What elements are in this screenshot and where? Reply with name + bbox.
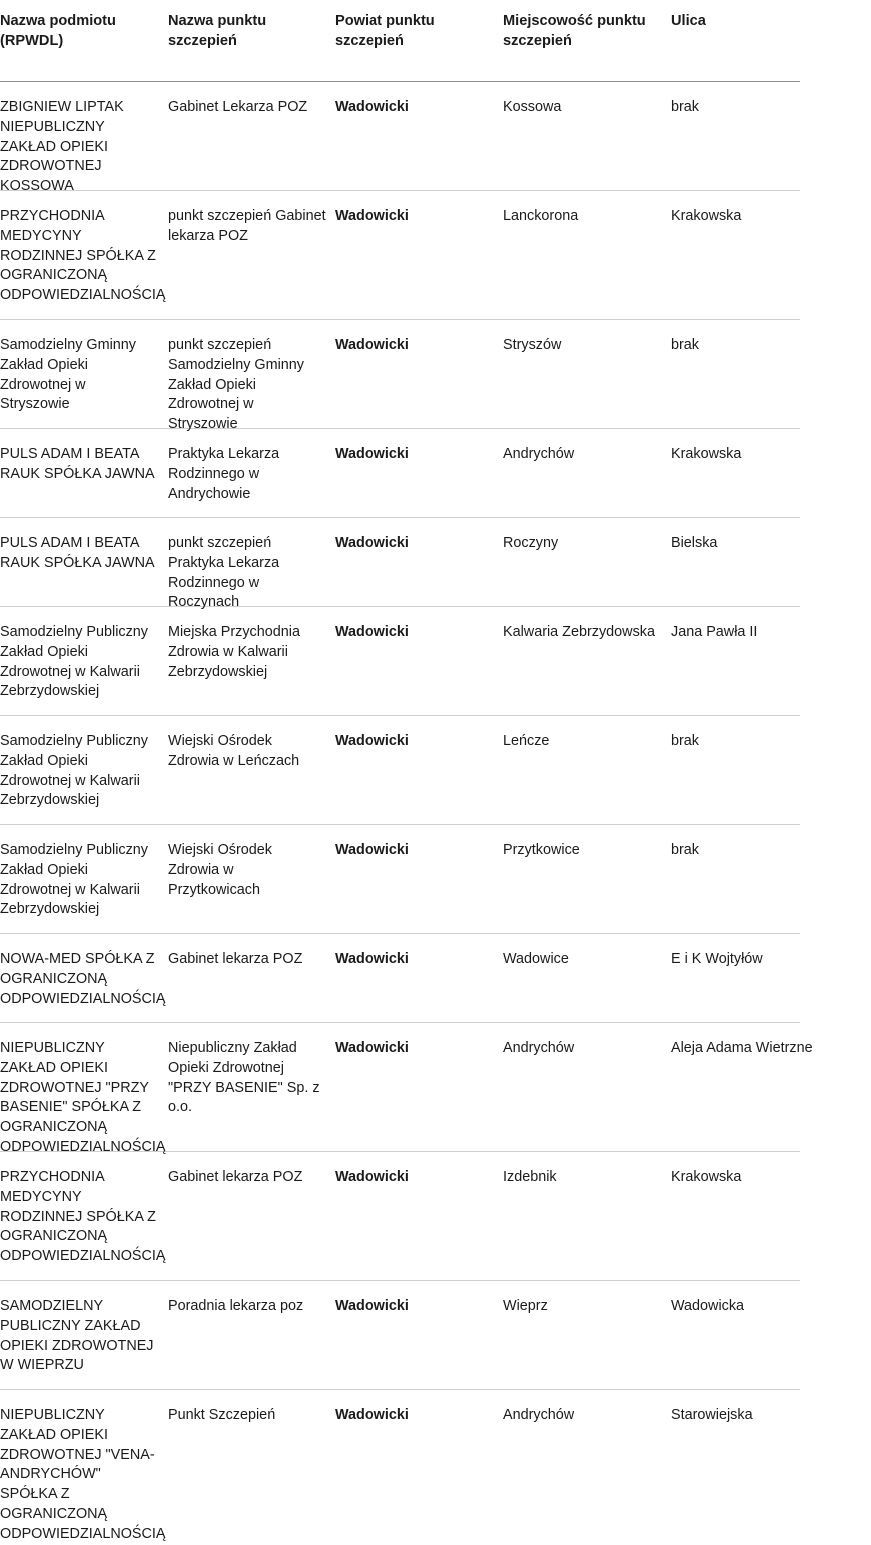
- cell-street: Aleja Adama Wietrzne: [671, 1040, 813, 1056]
- cell-county: Wadowicki: [335, 446, 409, 462]
- cell-county: Wadowicki: [335, 535, 409, 551]
- cell-entity-name: PULS ADAM I BEATA RAUK SPÓŁKA JAWNA: [0, 446, 155, 482]
- cell-entity-name: PRZYCHODNIA MEDYCYNY RODZINNEJ SPÓŁKA Z OGRANICZONĄ ODPOWIEDZIALNOŚCIĄ: [0, 208, 166, 304]
- cell-street: brak: [671, 842, 699, 858]
- table-row: [0, 934, 800, 1023]
- cell-point-name: Poradnia lekarza poz: [168, 1298, 304, 1314]
- cell-point-name: Punkt Szczepień: [168, 1407, 276, 1423]
- cell-county: Wadowicki: [335, 1040, 409, 1056]
- cell-town: Wieprz: [503, 1298, 548, 1314]
- column-header-town[interactable]: Miejscowość punktu szczepień: [503, 13, 646, 49]
- cell-point-name: Wiejski Ośrodek Zdrowia w Leńczach: [168, 733, 300, 769]
- table-row: [0, 716, 800, 825]
- table-row: [0, 429, 800, 518]
- cell-entity-name: PULS ADAM I BEATA RAUK SPÓŁKA JAWNA: [0, 535, 155, 571]
- cell-point-name: Wiejski Ośrodek Zdrowia w Przytkowicach: [168, 842, 272, 898]
- cell-entity-name: Samodzielny Gminny Zakład Opieki Zdrowotnej w Stryszowie: [0, 337, 136, 413]
- cell-entity-name: Samodzielny Publiczny Zakład Opieki Zdrowotnej w Kalwarii Zebrzydowskiej: [0, 842, 148, 918]
- table-row: [0, 82, 800, 195]
- table-row: [0, 191, 800, 320]
- cell-entity-name: ZBIGNIEW LIPTAK NIEPUBLICZNY ZAKŁAD OPIEKI ZDROWOTNEJ KOSSOWA: [0, 99, 124, 195]
- cell-street: brak: [671, 99, 699, 115]
- cell-street: Jana Pawła II: [671, 624, 758, 640]
- table-row: [0, 607, 800, 716]
- cell-town: Leńcze: [503, 733, 550, 749]
- cell-town: Andrychów: [503, 446, 575, 462]
- cell-point-name: Niepubliczny Zakład Opieki Zdrowotnej "PRZY BASENIE" Sp. z o.o.: [168, 1040, 320, 1116]
- cell-street: Krakowska: [671, 446, 742, 462]
- cell-street: E i K Wojtyłów: [671, 951, 763, 967]
- cell-street: Krakowska: [671, 1169, 742, 1185]
- table-row: [0, 320, 800, 433]
- cell-county: Wadowicki: [335, 733, 409, 749]
- cell-point-name: Gabinet lekarza POZ: [168, 1169, 303, 1185]
- cell-town: Roczyny: [503, 535, 559, 551]
- cell-entity-name: PRZYCHODNIA MEDYCYNY RODZINNEJ SPÓŁKA Z OGRANICZONĄ ODPOWIEDZIALNOŚCIĄ: [0, 1169, 166, 1265]
- table-row: [0, 1390, 800, 1542]
- cell-town: Andrychów: [503, 1040, 575, 1056]
- cell-county: Wadowicki: [335, 208, 409, 224]
- cell-entity-name: NIEPUBLICZNY ZAKŁAD OPIEKI ZDROWOTNEJ "PRZY BASENIE" SPÓŁKA Z OGRANICZONĄ ODPOWIEDZIALNOŚCIĄ: [0, 1040, 166, 1155]
- table-row: [0, 518, 800, 611]
- column-header-entity-name[interactable]: Nazwa podmiotu (RPWDL): [0, 13, 116, 49]
- cell-town: Kossowa: [503, 99, 562, 115]
- cell-street: brak: [671, 337, 699, 353]
- cell-county: Wadowicki: [335, 842, 409, 858]
- cell-point-name: punkt szczepień Praktyka Lekarza Rodzinnego w Roczynach: [168, 535, 280, 611]
- cell-entity-name: Samodzielny Publiczny Zakład Opieki Zdrowotnej w Kalwarii Zebrzydowskiej: [0, 733, 148, 809]
- cell-point-name: Gabinet lekarza POZ: [168, 951, 303, 967]
- cell-county: Wadowicki: [335, 1169, 409, 1185]
- cell-street: Wadowicka: [671, 1298, 745, 1314]
- cell-entity-name: NIEPUBLICZNY ZAKŁAD OPIEKI ZDROWOTNEJ "VENA-ANDRYCHÓW" SPÓŁKA Z OGRANICZONĄ ODPOWIEDZIALNOŚCIĄ: [0, 1407, 166, 1542]
- table-row: [0, 825, 800, 934]
- cell-town: Wadowice: [503, 951, 569, 967]
- cell-entity-name: SAMODZIELNY PUBLICZNY ZAKŁAD OPIEKI ZDROWOTNEJ W WIEPRZU: [0, 1298, 154, 1374]
- cell-street: Bielska: [671, 535, 718, 551]
- cell-county: Wadowicki: [335, 1407, 409, 1423]
- cell-point-name: Gabinet Lekarza POZ: [168, 99, 308, 115]
- cell-county: Wadowicki: [335, 99, 409, 115]
- cell-point-name: Miejska Przychodnia Zdrowia w Kalwarii Zebrzydowskiej: [168, 624, 300, 680]
- cell-town: Lanckorona: [503, 208, 579, 224]
- table-row: [0, 1281, 800, 1390]
- cell-entity-name: NOWA-MED SPÓŁKA Z OGRANICZONĄ ODPOWIEDZIALNOŚCIĄ: [0, 951, 166, 1007]
- cell-county: Wadowicki: [335, 337, 409, 353]
- cell-street: brak: [671, 733, 699, 749]
- cell-entity-name: Samodzielny Publiczny Zakład Opieki Zdrowotnej w Kalwarii Zebrzydowskiej: [0, 624, 148, 700]
- cell-town: Izdebnik: [503, 1169, 557, 1185]
- column-header-county[interactable]: Powiat punktu szczepień: [335, 13, 435, 49]
- cell-point-name: punkt szczepień Gabinet lekarza POZ: [168, 208, 326, 244]
- cell-town: Kalwaria Zebrzydowska: [503, 624, 655, 640]
- cell-town: Przytkowice: [503, 842, 580, 858]
- cell-town: Andrychów: [503, 1407, 575, 1423]
- cell-point-name: punkt szczepień Samodzielny Gminny Zakład Opieki Zdrowotnej w Stryszowie: [168, 337, 304, 433]
- cell-county: Wadowicki: [335, 951, 409, 967]
- cell-point-name: Praktyka Lekarza Rodzinnego w Andrychowie: [168, 446, 280, 502]
- cell-street: Krakowska: [671, 208, 742, 224]
- cell-town: Stryszów: [503, 337, 562, 353]
- cell-county: Wadowicki: [335, 1298, 409, 1314]
- table-header: [0, 0, 800, 82]
- column-header-street[interactable]: Ulica: [671, 13, 706, 29]
- cell-street: Starowiejska: [671, 1407, 753, 1423]
- column-header-point-name[interactable]: Nazwa punktu szczepień: [168, 13, 267, 49]
- table-row: [0, 1152, 800, 1281]
- cell-county: Wadowicki: [335, 624, 409, 640]
- table-row: [0, 1023, 813, 1155]
